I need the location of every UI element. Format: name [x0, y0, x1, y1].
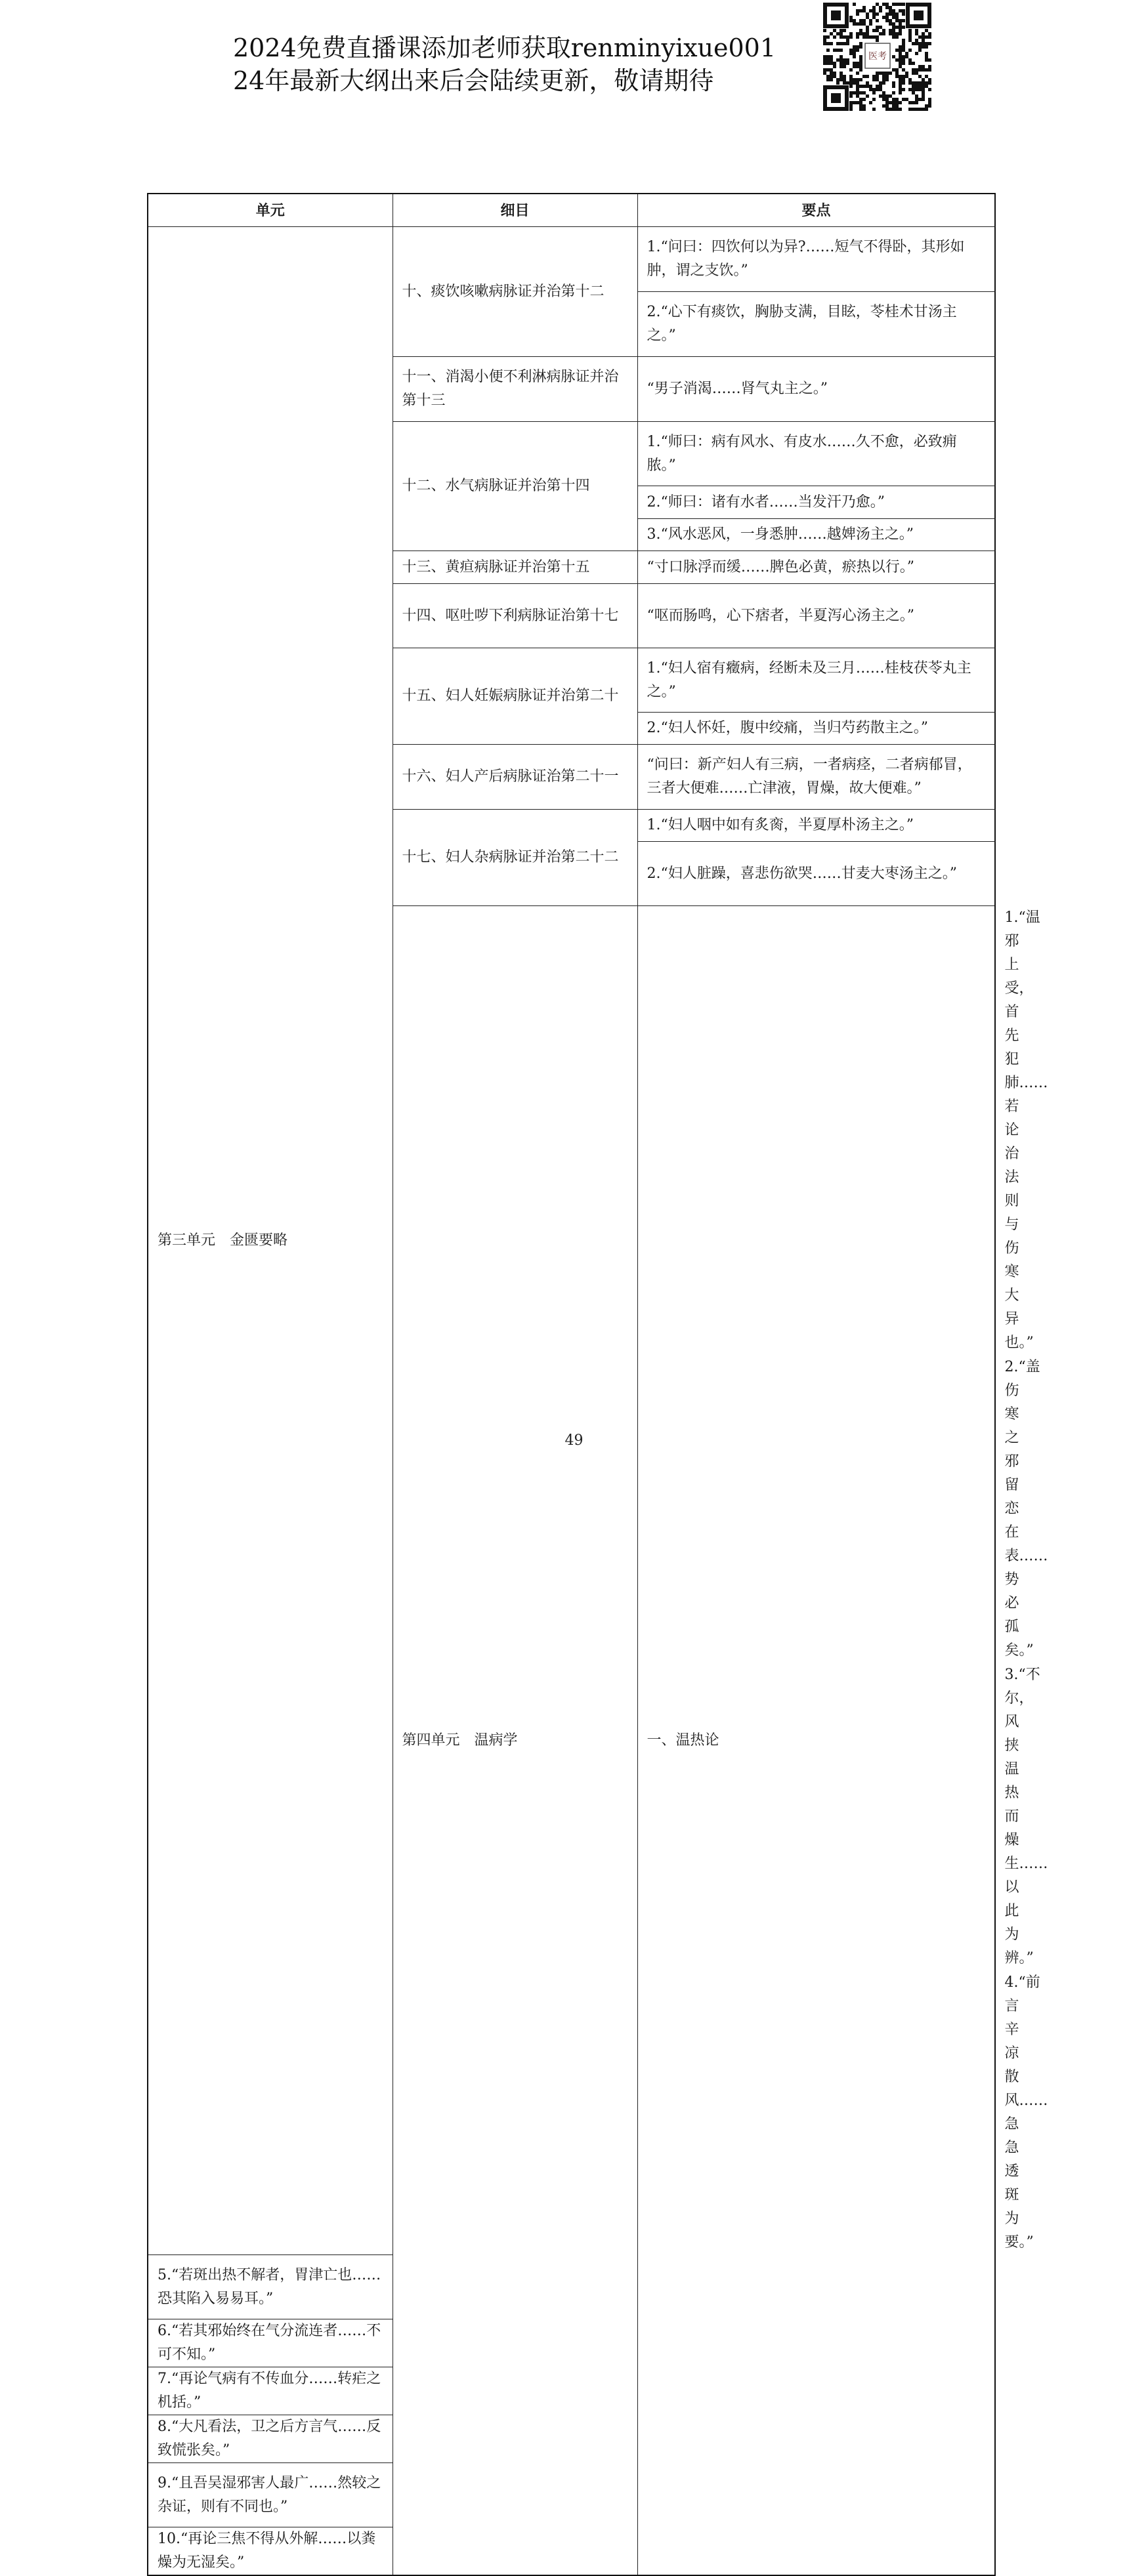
- unit-cell: 第四单元 温病学: [393, 906, 637, 2576]
- point-cell: 5.“若斑出热不解者，胃津亡也……恐其陷入易易耳。”: [148, 2255, 393, 2319]
- item-cell: 十七、妇人杂病脉证并治第二十二: [393, 810, 637, 906]
- header-line-2: 24年最新大纲出来后会陆续更新，敬请期待: [233, 66, 714, 95]
- point-cell: 10.“再论三焦不得从外解……以粪燥为无湿矣。”: [148, 2527, 393, 2576]
- header-item: 细目: [393, 194, 637, 227]
- point-cell: “问曰：新产妇人有三病，一者病痉，二者病郁冒，三者大便难……亡津液，胃燥，故大便难。”: [637, 745, 995, 810]
- table-header-row: [148, 194, 995, 227]
- table-row: 2.“盖伤寒之邪留恋在表……势必孤矣。”: [1004, 1359, 1048, 1659]
- point-cell: 7.“再论气病有不传血分……转疟之机括。”: [148, 2367, 393, 2415]
- header-unit: 单元: [148, 194, 393, 227]
- table-row: 3.“不尔，风挟温热而燥生……以此为辨。”: [1004, 1667, 1048, 1966]
- point-cell: 1.“妇人宿有癥病，经断未及三月……桂枝茯苓丸主之。”: [637, 648, 995, 713]
- syllabus-table: [147, 193, 1048, 2576]
- point-cell: 8.“大凡看法，卫之后方言气……反致慌张矣。”: [148, 2415, 393, 2463]
- table-row: 第四单元 温病学 一、温热论 1.“温邪上受，首先犯肺……若论治法则与伤寒大异也。”: [148, 906, 995, 1356]
- header-points: 要点: [637, 194, 995, 227]
- point-cell: 9.“且吾吴湿邪害人最广……然较之杂证，则有不同也。”: [148, 2463, 393, 2527]
- item-cell: 十、痰饮咳嗽病脉证并治第十二: [393, 227, 637, 357]
- point-cell: 2.“师曰：诸有水者……当发汗乃愈。”: [637, 486, 995, 519]
- point-cell: “男子消渴……肾气丸主之。”: [637, 357, 995, 422]
- point-cell: 1.“师曰：病有风水、有皮水……久不愈，必致痈脓。”: [637, 422, 995, 486]
- point-cell: 2.“心下有痰饮，胸胁支满，目眩，苓桂术甘汤主之。”: [637, 292, 995, 357]
- point-cell: 1.“妇人咽中如有炙脔，半夏厚朴汤主之。”: [637, 810, 995, 842]
- header-line-1: 2024免费直播课添加老师获取renminyixue001: [233, 33, 776, 62]
- point-cell: 2.“妇人脏躁，喜悲伤欲哭……甘麦大枣汤主之。”: [637, 842, 995, 906]
- point-cell: “寸口脉浮而缓……脾色必黄，瘀热以行。”: [637, 551, 995, 584]
- item-cell: 十六、妇人产后病脉证治第二十一: [393, 745, 637, 810]
- qr-logo-text: 医考: [868, 51, 887, 62]
- point-cell: 3.“风水恶风，一身悉肿……越婢汤主之。”: [637, 519, 995, 551]
- unit-cell: 第三单元 金匮要略: [148, 227, 393, 2255]
- point-cell: 6.“若其邪始终在气分流连者……不可不知。”: [148, 2319, 393, 2367]
- qr-code-icon[interactable]: [823, 3, 931, 111]
- item-cell: 十三、黄疸病脉证并治第十五: [393, 551, 637, 584]
- page-number: 49: [564, 1432, 584, 1449]
- point-cell: 2.“妇人怀妊，腹中绞痛，当归芍药散主之。”: [637, 713, 995, 745]
- point-cell: “呕而肠鸣，心下痞者，半夏泻心汤主之。”: [637, 584, 995, 648]
- table-row: 4.“前言辛凉散风……急急透斑为要。”: [1004, 1974, 1048, 2251]
- item-cell: 十五、妇人妊娠病脉证并治第二十: [393, 648, 637, 745]
- point-cell: 1.“问曰：四饮何以为异?……短气不得卧，其形如肿，谓之支饮。”: [637, 227, 995, 292]
- item-cell: 十二、水气病脉证并治第十四: [393, 422, 637, 551]
- watermark-header: [233, 31, 824, 97]
- item-cell: 十四、呕吐哕下利病脉证治第十七: [393, 584, 637, 648]
- item-cell: 一、温热论: [637, 906, 995, 2576]
- item-cell: 十一、消渴小便不利淋病脉证并治第十三: [393, 357, 637, 422]
- table-row: [148, 227, 995, 292]
